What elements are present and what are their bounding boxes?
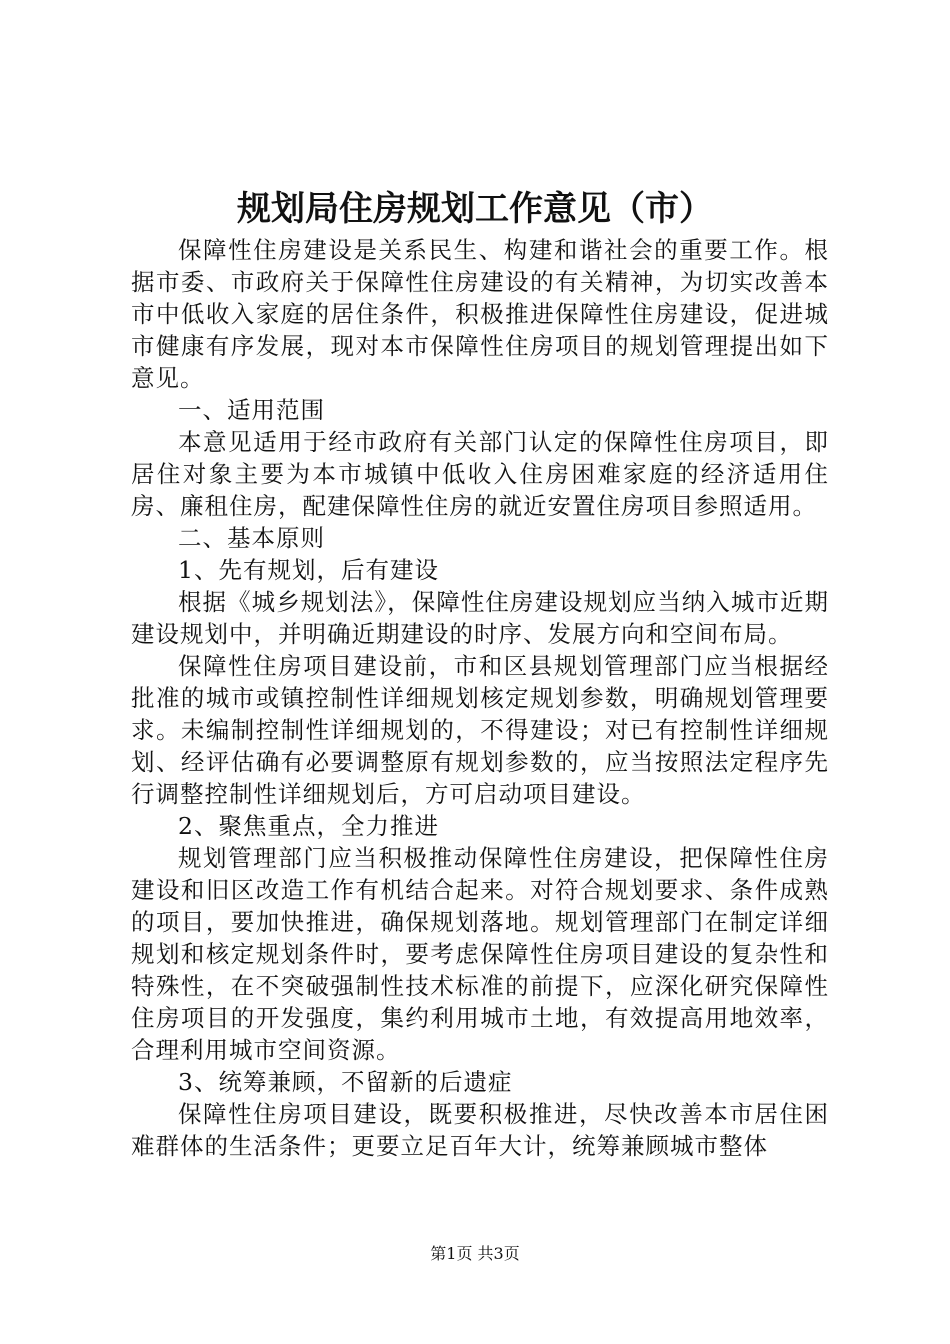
paragraph-planning-law: 根据《城乡规划法》，保障性住房建设规划应当纳入城市近期建设规划中，并明确近期建设的时序、发展方向和空间布局。 [131,588,829,648]
paragraph-scope: 本意见适用于经市政府有关部门认定的保障性住房项目，即居住对象主要为本市城镇中低收入住房困难家庭的经济适用住房、廉租住房，配建保障性住房的就近安置住房项目参照适用。 [131,428,829,520]
subheading-focus: 2、聚焦重点，全力推进 [178,812,439,840]
paragraph-overall: 保障性住房项目建设，既要积极推进，尽快改善本市居住困难群体的生活条件；更要立足百年大计，统筹兼顾城市整体 [131,1100,829,1160]
subheading-overall: 3、统筹兼顾，不留新的后遗症 [178,1068,513,1096]
section-heading-principles: 二、基本原则 [178,524,325,552]
paragraph-intro: 保障性住房建设是关系民生、构建和谐社会的重要工作。根据市委、市政府关于保障性住房建设的有关精神，为切实改善本市中低收入家庭的居住条件，积极推进保障性住房建设，促进城市健康有序发展，现对本市保障性住房项目的规划管理提出如下意见。 [131,236,829,392]
paragraph-focus: 规划管理部门应当积极推动保障性住房建设，把保障性住房建设和旧区改造工作有机结合起来。对符合规划要求、条件成熟的项目，要加快推进，确保规划落地。规划管理部门在制定详细规划和核定规划条件时，要考虑保障性住房项目建设的复杂性和特殊性，在不突破强制性技术标准的前提下，应深化研究保障性住房项目的开发强度，集约利用城市土地，有效提高用地效率，合理利用城市空间资源。 [131,844,829,1064]
page-footer: 第1页 共3页 [430,1244,520,1263]
document-title: 规划局住房规划工作意见（市） [237,189,713,229]
paragraph-planning-parameters: 保障性住房项目建设前，市和区县规划管理部门应当根据经批准的城市或镇控制性详细规划核定规划参数，明确规划管理要求。未编制控制性详细规划的，不得建设；对已有控制性详细规划、经评估确有必要调整原有规划参数的，应当按照法定程序先行调整控制性详细规划后，方可启动项目建设。 [131,652,829,808]
subheading-planning-first: 1、先有规划，后有建设 [178,556,439,584]
document-body [131,234,829,1162]
section-heading-scope: 一、适用范围 [178,396,325,424]
